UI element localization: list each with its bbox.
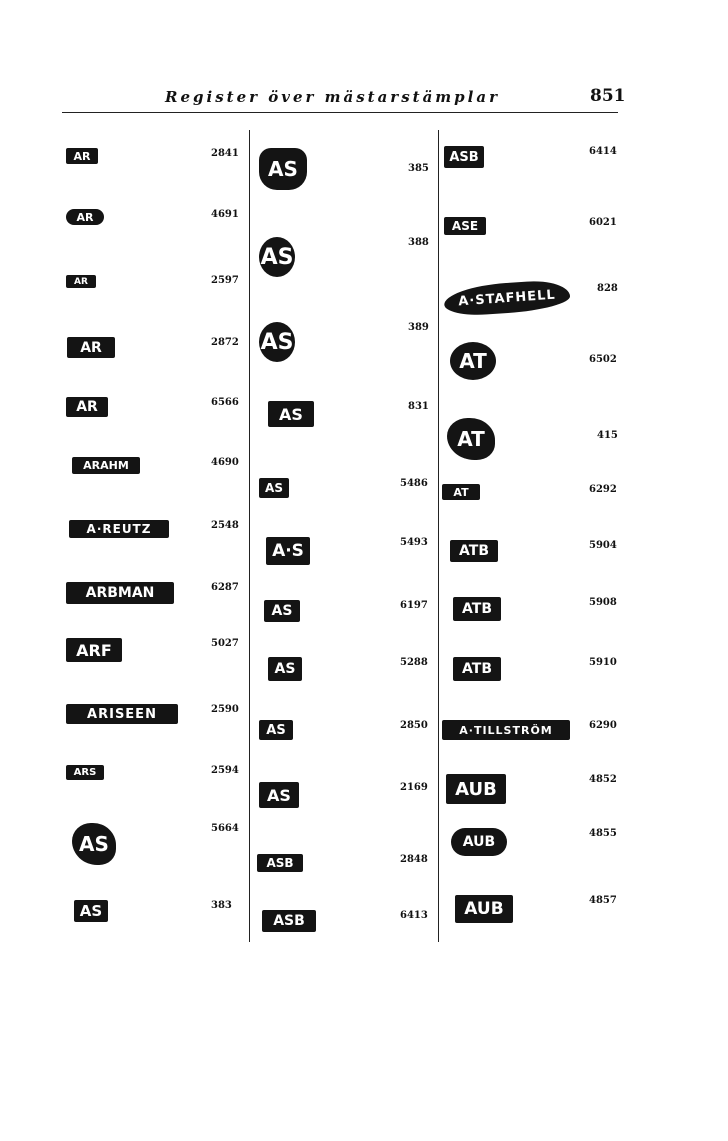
mark-number: 2848 — [400, 854, 428, 865]
mark-number: 2841 — [211, 148, 239, 159]
mark-number: 4857 — [589, 895, 617, 906]
mark-number: 5908 — [589, 597, 617, 608]
mark-number: 6566 — [211, 397, 239, 408]
mark-entry — [0, 484, 728, 524]
maker-mark-stamp — [455, 895, 513, 923]
mark-entry — [0, 895, 728, 935]
mark-number: 2850 — [400, 720, 428, 731]
maker-mark-text: AR — [76, 399, 98, 415]
mark-number: 2594 — [211, 765, 239, 776]
mark-number: 6502 — [589, 354, 617, 365]
mark-entry — [0, 540, 728, 580]
mark-entry — [0, 828, 728, 868]
maker-mark-text: ARF — [76, 640, 112, 660]
maker-mark-text: AS — [79, 902, 103, 920]
header-rule — [62, 112, 618, 113]
page-number: 851 — [590, 86, 626, 106]
maker-mark-text: AS — [279, 404, 303, 424]
maker-mark-stamp — [72, 457, 140, 474]
mark-number: 389 — [408, 322, 429, 333]
mark-number: 388 — [408, 237, 429, 248]
maker-mark-text: ASE — [451, 219, 479, 233]
maker-mark-text: AR — [73, 149, 91, 163]
mark-number: 5493 — [400, 537, 428, 548]
mark-entry — [0, 657, 728, 697]
maker-mark-text: AT — [459, 349, 487, 373]
maker-mark-stamp — [446, 774, 506, 804]
maker-mark-stamp — [450, 540, 498, 562]
mark-number: 2169 — [400, 782, 428, 793]
maker-mark-text: A·REUTZ — [86, 522, 152, 536]
maker-mark-text: ATB — [462, 661, 492, 677]
maker-mark-stamp — [450, 342, 496, 380]
mark-number: 5910 — [589, 657, 617, 668]
mark-entry — [0, 146, 728, 186]
maker-mark-text: ARISEEN — [87, 706, 157, 722]
mark-number: 5486 — [400, 478, 428, 489]
mark-number: 4691 — [211, 209, 239, 220]
maker-mark-text: A·STAFHELL — [457, 287, 557, 309]
maker-mark-text: AS — [79, 832, 109, 856]
page-title: Register över mästarstämplar — [165, 88, 500, 106]
maker-mark-text: AS — [260, 329, 294, 355]
mark-number: 6197 — [400, 600, 428, 611]
mark-number: 4852 — [589, 774, 617, 785]
maker-mark-text: ARS — [73, 767, 97, 778]
maker-mark-stamp — [444, 217, 486, 235]
mark-number: 5904 — [589, 540, 617, 551]
maker-mark-stamp — [443, 279, 571, 318]
mark-number: 831 — [408, 401, 429, 412]
maker-mark-text: ASB — [273, 913, 305, 929]
mark-entry — [0, 418, 728, 458]
maker-mark-text: A·S — [272, 541, 304, 561]
maker-mark-text: A·TILLSTRÖM — [459, 723, 553, 737]
mark-number: 5027 — [211, 638, 239, 649]
mark-entry — [0, 597, 728, 637]
mark-number: 6290 — [589, 720, 617, 731]
maker-mark-stamp — [442, 720, 570, 740]
maker-mark-text: AT — [453, 485, 469, 499]
maker-mark-stamp — [447, 418, 495, 460]
mark-number: 6292 — [589, 484, 617, 495]
maker-mark-text: ATB — [462, 601, 492, 617]
maker-mark-text: ATB — [459, 543, 489, 559]
maker-mark-stamp — [442, 484, 480, 500]
mark-number: 6413 — [400, 910, 428, 921]
maker-mark-text: AT — [457, 427, 485, 451]
maker-mark-stamp — [451, 828, 507, 856]
maker-mark-stamp — [453, 657, 501, 681]
maker-mark-text: AS — [268, 157, 298, 181]
mark-number: 5288 — [400, 657, 428, 668]
maker-mark-text: AS — [267, 785, 291, 805]
maker-mark-text: AS — [271, 603, 293, 619]
maker-mark-text: AUB — [455, 778, 497, 800]
mark-entry — [0, 720, 728, 760]
mark-number: 2590 — [211, 704, 239, 715]
mark-number: 383 — [211, 900, 232, 911]
maker-mark-text: ASB — [449, 149, 479, 165]
maker-mark-text: AUB — [464, 899, 504, 919]
mark-number: 2597 — [211, 275, 239, 286]
maker-mark-text: AS — [266, 722, 286, 738]
mark-number: 828 — [597, 283, 618, 294]
mark-number: 415 — [597, 430, 618, 441]
mark-entry — [0, 339, 728, 382]
maker-mark-text: AR — [80, 339, 102, 356]
maker-mark-text: AR — [74, 276, 88, 287]
maker-mark-text: ARAHM — [83, 459, 129, 472]
mark-number: 385 — [408, 163, 429, 174]
maker-mark-text: AS — [265, 481, 283, 495]
maker-mark-text: AS — [260, 244, 294, 270]
maker-mark-text: ARBMAN — [85, 585, 155, 601]
mark-number: 6414 — [589, 146, 617, 157]
mark-number: 6287 — [211, 582, 239, 593]
maker-mark-text: ASB — [266, 856, 294, 870]
mark-entry — [0, 217, 728, 257]
mark-number: 6021 — [589, 217, 617, 228]
maker-mark-text: AUB — [462, 834, 496, 850]
maker-mark-stamp — [444, 146, 484, 168]
mark-entry — [0, 283, 728, 323]
mark-entry — [0, 774, 728, 814]
mark-number: 2872 — [211, 337, 239, 348]
mark-number: 5664 — [211, 823, 239, 834]
maker-mark-text: AS — [274, 661, 296, 677]
mark-number: 4855 — [589, 828, 617, 839]
maker-mark-stamp — [453, 597, 501, 621]
mark-number: 4690 — [211, 457, 239, 468]
mark-number: 2548 — [211, 520, 239, 531]
maker-mark-text: AR — [76, 210, 94, 224]
